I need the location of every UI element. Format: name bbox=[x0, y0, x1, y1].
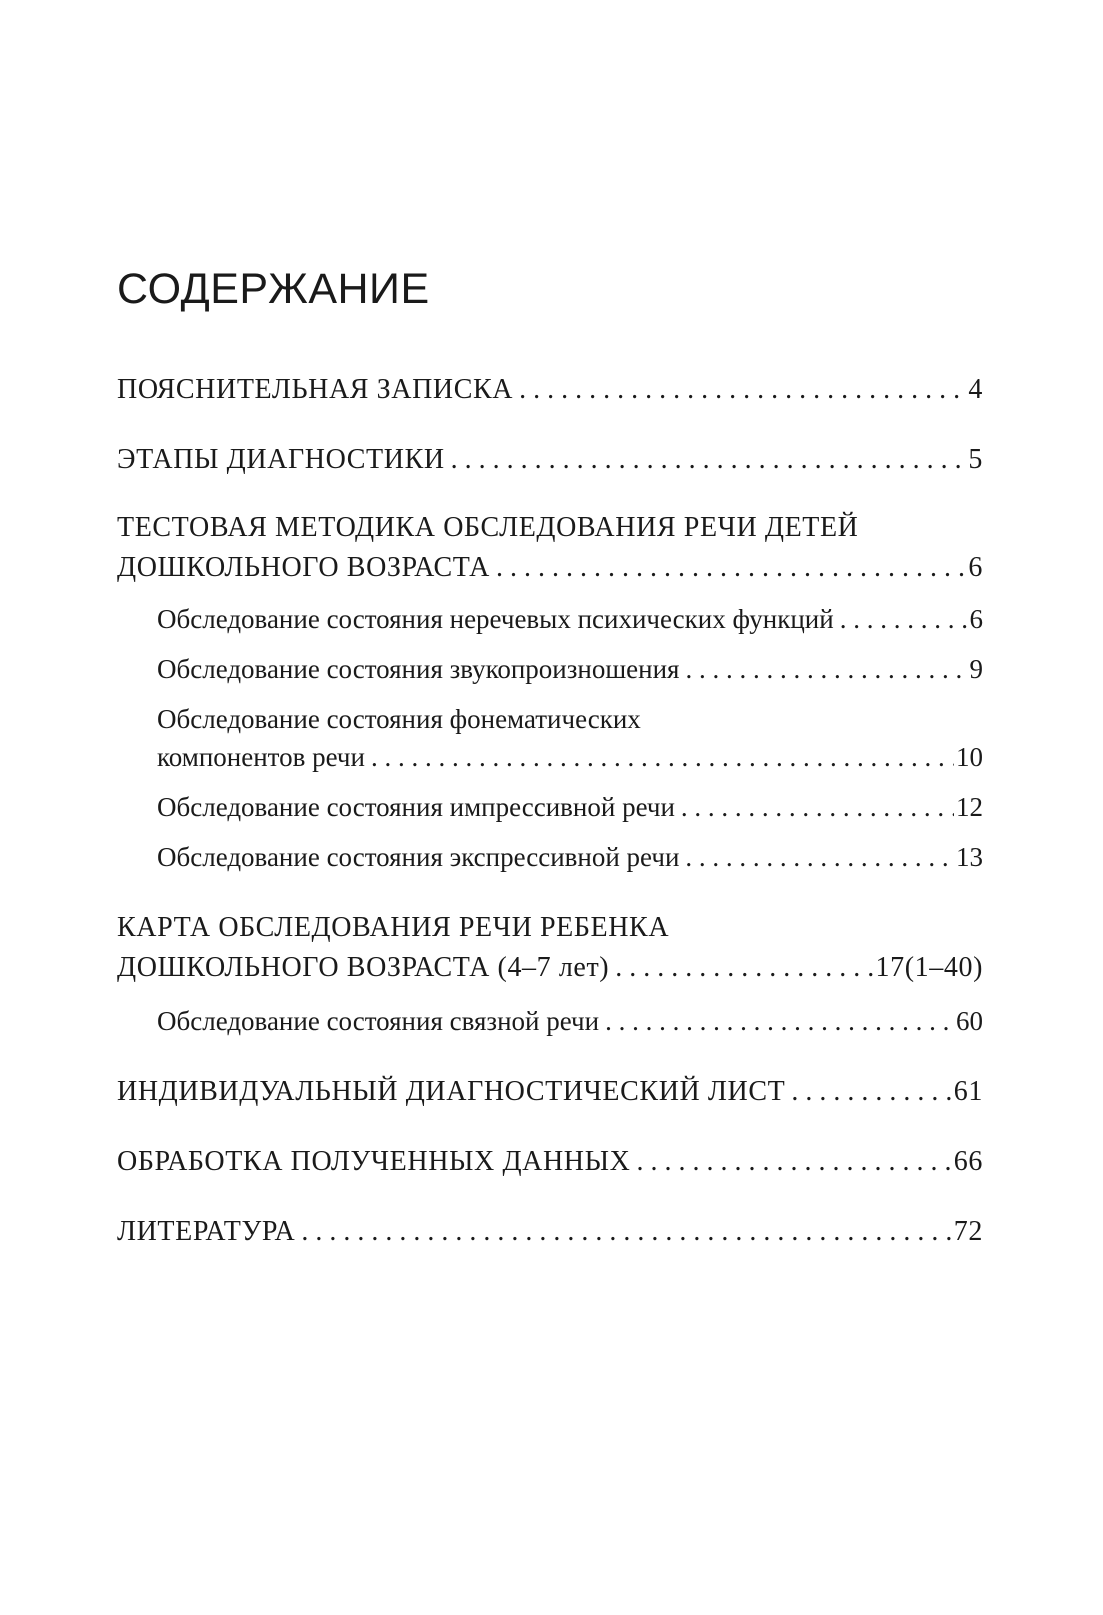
toc-entry-title: ЭТАПЫ ДИАГНОСТИКИ bbox=[117, 444, 445, 475]
toc-leader-dots bbox=[685, 838, 954, 876]
toc-leader-dots bbox=[681, 788, 954, 826]
toc-leader-dots bbox=[496, 548, 966, 588]
toc-entry-title: ИНДИВИДУАЛЬНЫЙ ДИАГНОСТИЧЕСКИЙ ЛИСТ bbox=[117, 1076, 786, 1107]
toc-entry-row bbox=[157, 650, 983, 688]
toc-entry-title: ДОШКОЛЬНОГО ВОЗРАСТА bbox=[117, 552, 490, 583]
toc-entry-row bbox=[157, 838, 983, 876]
toc-entry-row bbox=[117, 948, 983, 988]
toc-entry bbox=[117, 1072, 983, 1112]
toc-page-number: 12 bbox=[956, 792, 983, 822]
toc-entry-title: ОБРАБОТКА ПОЛУЧЕННЫХ ДАННЫХ bbox=[117, 1146, 631, 1177]
toc-entry bbox=[117, 1212, 983, 1252]
toc-page-number: 6 bbox=[968, 552, 983, 583]
toc-page-number: 4 bbox=[968, 374, 983, 405]
toc-entry-title: Обследование состояния экспрессивной речи bbox=[157, 842, 680, 872]
toc-entry-row bbox=[117, 1072, 983, 1112]
toc-entry-title: ДОШКОЛЬНОГО ВОЗРАСТА (4–7 лет) bbox=[117, 952, 610, 983]
toc-page-number: 66 bbox=[953, 1146, 983, 1177]
toc-leader-dots bbox=[519, 370, 966, 410]
toc-entry bbox=[117, 1142, 983, 1182]
toc-entry-row bbox=[157, 1002, 983, 1040]
toc-leader-dots bbox=[371, 738, 954, 776]
toc-leader-dots bbox=[451, 440, 967, 480]
toc-page-number: 17(1–40) bbox=[875, 952, 983, 983]
toc-subentry bbox=[117, 600, 983, 638]
page-title: СОДЕРЖАНИЕ bbox=[117, 265, 430, 313]
toc-page-number: 5 bbox=[968, 444, 983, 475]
toc-entry bbox=[117, 440, 983, 480]
toc-entry-title: ЛИТЕРАТУРА bbox=[117, 1216, 296, 1247]
toc-entry-row bbox=[157, 738, 983, 776]
toc-subentry bbox=[117, 650, 983, 688]
toc-subentry bbox=[117, 838, 983, 876]
toc-entry-row bbox=[117, 1212, 983, 1252]
toc-leader-dots bbox=[840, 600, 968, 638]
toc-entry-row bbox=[157, 788, 983, 826]
toc-subentry bbox=[117, 700, 983, 776]
toc-page-number: 13 bbox=[956, 842, 983, 872]
toc-entry-title-line1: КАРТА ОБСЛЕДОВАНИЯ РЕЧИ РЕБЕНКА bbox=[117, 912, 670, 943]
toc-entry bbox=[117, 908, 983, 988]
toc-entry-row bbox=[157, 600, 983, 638]
toc-page-number: 6 bbox=[969, 604, 983, 634]
toc-leader-dots bbox=[615, 948, 873, 988]
toc-entry bbox=[117, 370, 983, 410]
toc-leader-dots bbox=[685, 650, 967, 688]
toc-entry-title-line1: ТЕСТОВАЯ МЕТОДИКА ОБСЛЕДОВАНИЯ РЕЧИ ДЕТЕЙ bbox=[117, 512, 859, 543]
toc-entry-title: Обследование состояния связной речи bbox=[157, 1006, 600, 1036]
toc-leader-dots bbox=[636, 1142, 951, 1182]
toc-page-number: 60 bbox=[956, 1006, 983, 1036]
table-of-contents bbox=[117, 370, 983, 1252]
toc-entry-row bbox=[117, 370, 983, 410]
toc-page-number: 72 bbox=[953, 1216, 983, 1247]
toc-entry-title: компонентов речи bbox=[157, 742, 365, 772]
toc-entry-title: Обследование состояния неречевых психических функций bbox=[157, 604, 834, 634]
toc-page-number: 10 bbox=[956, 742, 983, 772]
toc-leader-dots bbox=[791, 1072, 951, 1112]
toc-subentry bbox=[117, 1002, 983, 1040]
toc-entry-row bbox=[117, 548, 983, 588]
toc-entry-title: Обследование состояния импрессивной речи bbox=[157, 792, 675, 822]
toc-entry-title-line1: Обследование состояния фонематических bbox=[157, 704, 641, 734]
toc-entry bbox=[117, 508, 983, 588]
toc-page-number: 9 bbox=[969, 654, 983, 684]
toc-entry-title: Обследование состояния звукопроизношения bbox=[157, 654, 680, 684]
toc-subentry bbox=[117, 788, 983, 826]
toc-entry-title: ПОЯСНИТЕЛЬНАЯ ЗАПИСКА bbox=[117, 374, 514, 405]
toc-entry-row bbox=[117, 1142, 983, 1182]
toc-leader-dots bbox=[605, 1002, 954, 1040]
toc-entry-row bbox=[117, 440, 983, 480]
toc-leader-dots bbox=[301, 1212, 951, 1252]
toc-page-number: 61 bbox=[953, 1076, 983, 1107]
